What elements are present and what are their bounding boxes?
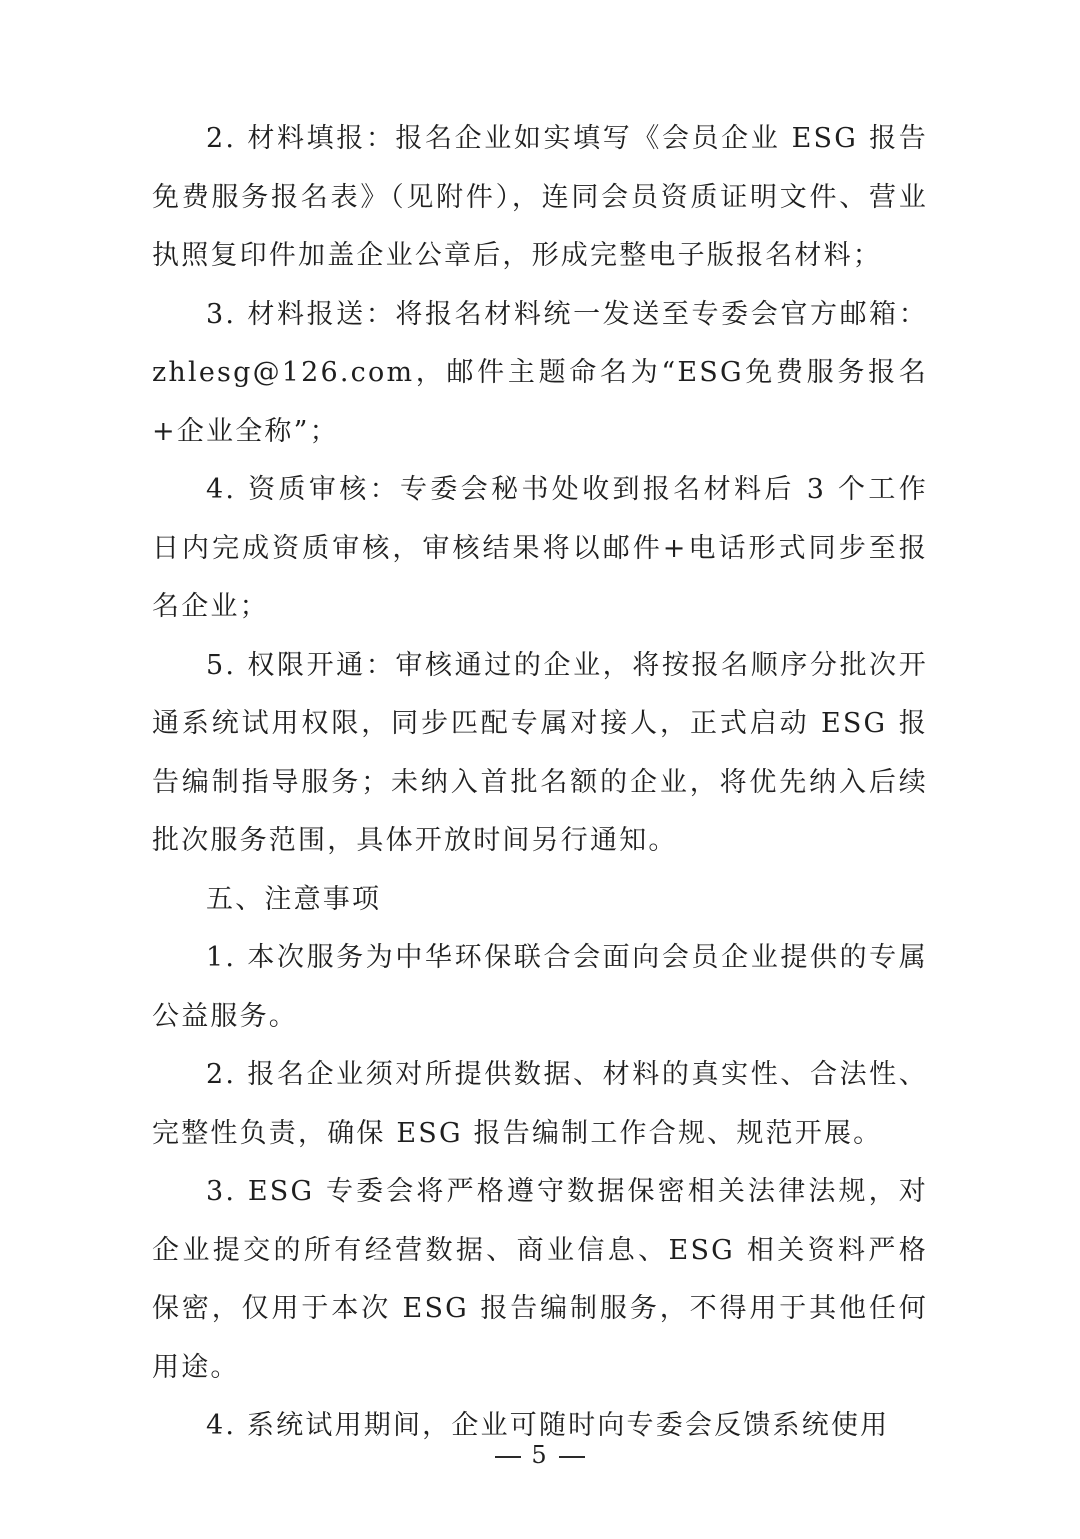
paragraph-qualification-review: 4. 资质审核：专委会秘书处收到报名材料后 3 个工作日内完成资质审核，审核结果将以邮件+电话形式同步至报名企业； (152, 474, 928, 622)
footer-dash-left (495, 1456, 521, 1458)
paragraph-material-filling: 2. 材料填报：报名企业如实填写《会员企业 ESG 报告免费服务报名表》（见附件），连同会员资质证明文件、营业执照复印件加盖企业公章后，形成完整电子版报名材料； (152, 123, 928, 271)
page-footer (0, 1441, 1080, 1469)
footer-dash-right (559, 1456, 585, 1458)
page-number: 5 (531, 1441, 549, 1469)
paragraph-note-2: 2. 报名企业须对所提供数据、材料的真实性、合法性、完整性负责，确保 ESG 报告编制工作合规、规范开展。 (152, 1059, 928, 1149)
paragraph-permission-activation: 5. 权限开通：审核通过的企业，将按报名顺序分批次开通系统试用权限，同步匹配专属对接人，正式启动 ESG 报告编制指导服务；未纳入首批名额的企业，将优先纳入后续批次服务范围，具体开放时间另行通知。 (152, 649, 928, 856)
paragraph-material-submission: 3. 材料报送：将报名材料统一发送至专委会官方邮箱：zhlesg@126.com，邮件主题命名为“ESG免费服务报名+企业全称”； (152, 298, 928, 447)
section-heading-notes: 五、注意事项 (206, 883, 382, 915)
paragraph-note-1: 1. 本次服务为中华环保联合会面向会员企业提供的专属公益服务。 (152, 942, 928, 1032)
paragraph-note-3: 3. ESG 专委会将严格遵守数据保密相关法律法规，对企业提交的所有经营数据、商业信息、ESG 相关资料严格保密，仅用于本次 ESG 报告编制服务，不得用于其他任何用途。 (152, 1176, 928, 1383)
document-body (152, 110, 928, 1456)
paragraph-note-4: 4. 系统试用期间，企业可随时向专委会反馈系统使用 (206, 1410, 890, 1441)
